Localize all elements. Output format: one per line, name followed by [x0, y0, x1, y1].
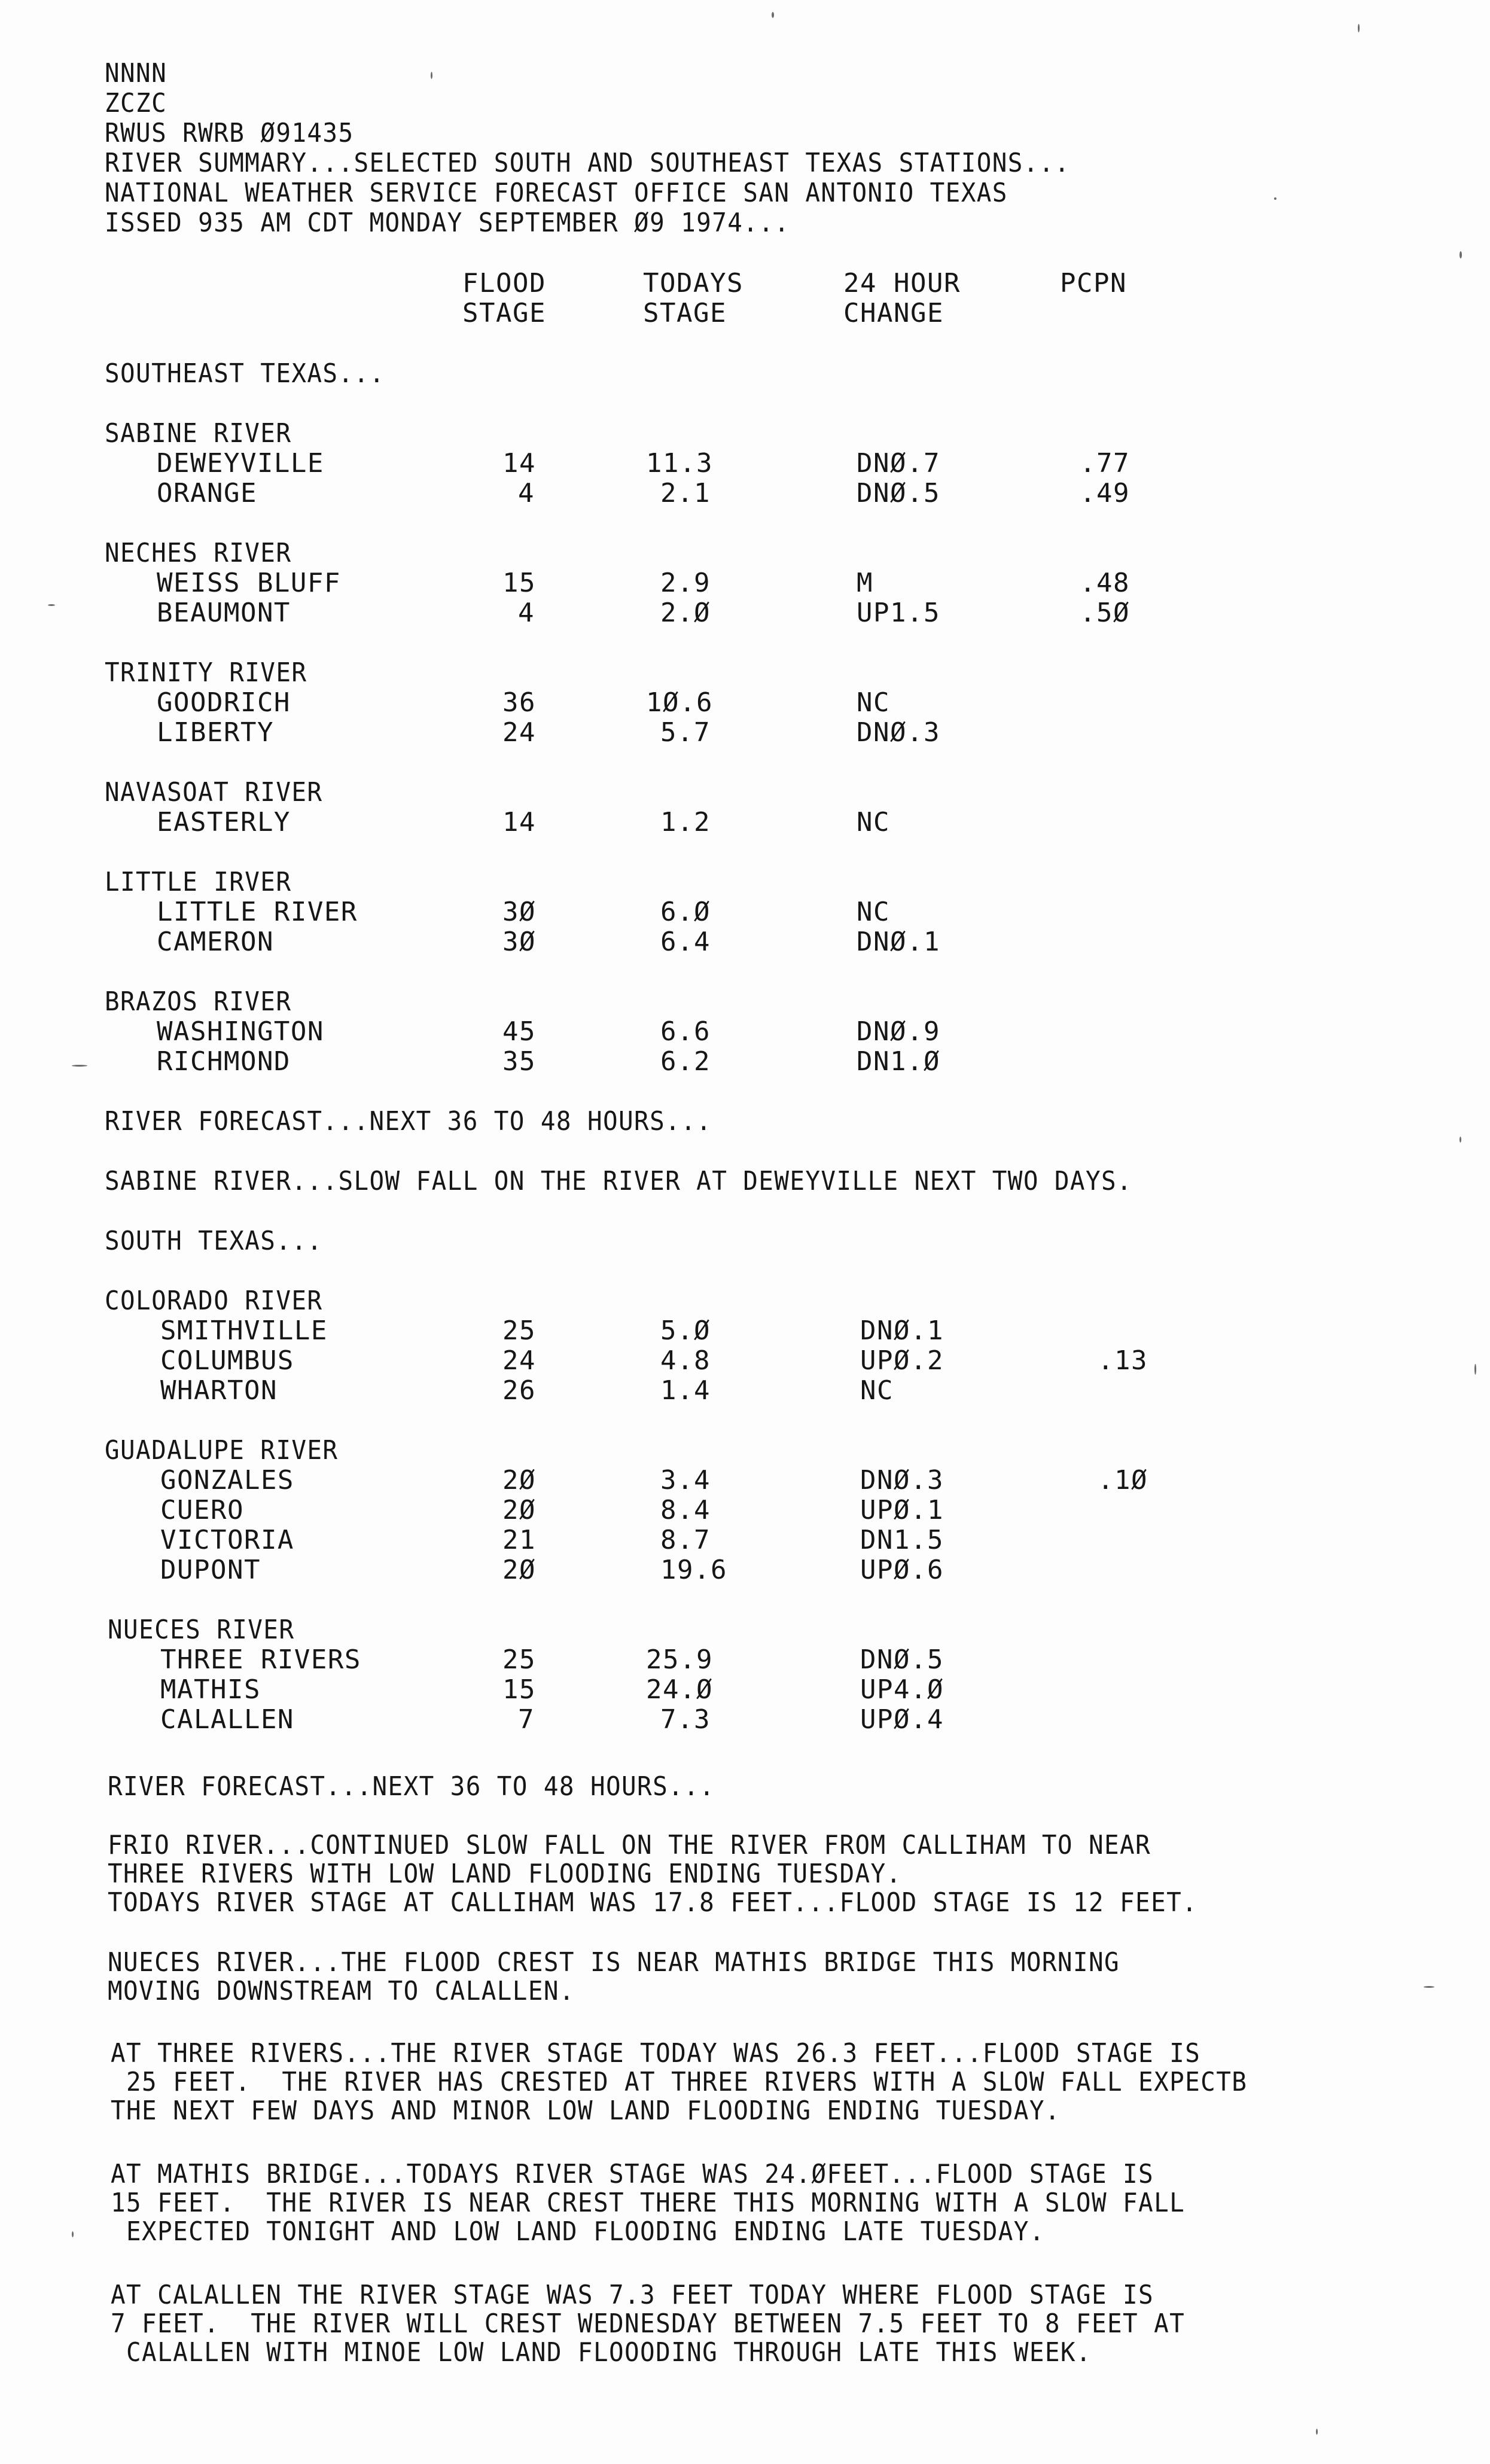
todays-stage-value: 4.8 — [660, 1345, 711, 1376]
flood-stage-value: 26 — [502, 1375, 536, 1406]
todays-stage-value: 2.1 — [660, 478, 711, 508]
pcpn-value: .5Ø — [1080, 598, 1130, 628]
todays-stage-value: 19.6 — [660, 1555, 727, 1585]
todays-stage-value: 8.4 — [660, 1495, 711, 1525]
scan-speck — [1424, 1986, 1434, 1988]
forecast-paragraph-nueces-line: NUECES RIVER...THE FLOOD CREST IS NEAR MATHIS BRIDGE THIS MORNING — [108, 1947, 1120, 1978]
flood-stage-value: 14 — [502, 448, 536, 479]
todays-stage-value: 6.4 — [660, 927, 711, 957]
scan-speck — [1274, 197, 1276, 200]
forecast-paragraph-mathis-line: 15 FEET. THE RIVER IS NEAR CREST THERE THIS MORNING WITH A SLOW FALL — [111, 2188, 1186, 2218]
station-name: COLUMBUS — [160, 1345, 294, 1376]
station-name: DUPONT — [160, 1555, 261, 1585]
change-value: DNØ.1 — [860, 1315, 944, 1346]
region-south: SOUTH TEXAS... — [105, 1226, 323, 1256]
flood-stage-value: 24 — [502, 1345, 536, 1376]
forecast-paragraph-three-rivers-line: AT THREE RIVERS...THE RIVER STAGE TODAY WAS 26.3 FEET...FLOOD STAGE IS — [111, 2038, 1201, 2069]
forecast-text-sabine: SABINE RIVER...SLOW FALL ON THE RIVER AT DEWEYVILLE NEXT TWO DAYS. — [105, 1166, 1133, 1196]
pcpn-value: .1Ø — [1098, 1465, 1148, 1496]
change-value: DNØ.1 — [857, 927, 940, 957]
river-name: TRINITY RIVER — [105, 657, 307, 688]
forecast-title-south: RIVER FORECAST...NEXT 36 TO 48 HOURS... — [108, 1771, 715, 1802]
todays-stage-value: 2.9 — [660, 568, 711, 598]
todays-stage-value: 7.3 — [660, 1704, 711, 1735]
pcpn-value: .77 — [1080, 448, 1130, 479]
change-value: NC — [857, 687, 890, 718]
todays-stage-value: 2.Ø — [660, 598, 711, 628]
todays-stage-value: 5.Ø — [660, 1315, 711, 1346]
flood-stage-value: 15 — [502, 568, 536, 598]
station-name: VICTORIA — [160, 1525, 294, 1555]
change-value: DNØ.9 — [857, 1016, 940, 1047]
scan-speck — [1459, 1137, 1461, 1143]
change-value: UP4.Ø — [860, 1674, 944, 1705]
flood-stage-value: 35 — [502, 1046, 536, 1077]
todays-stage-value: 25.9 — [646, 1644, 713, 1675]
station-name: CAMERON — [157, 927, 274, 957]
forecast-paragraph-frio-line: TODAYS RIVER STAGE AT CALLIHAM WAS 17.8 FEET...FLOOD STAGE IS 12 FEET. — [108, 1887, 1198, 1918]
change-value: DN1.5 — [860, 1525, 944, 1555]
forecast-paragraph-calallen-line: CALALLEN WITH MINOE LOW LAND FLOOODING THROUGH LATE THIS WEEK. — [111, 2337, 1092, 2368]
forecast-paragraph-nueces-line: MOVING DOWNSTREAM TO CALALLEN. — [108, 1976, 575, 2006]
flood-stage-value: 4 — [518, 598, 535, 628]
river-name: NAVASOAT RIVER — [105, 777, 323, 808]
flood-stage-value: 7 — [518, 1704, 535, 1735]
scan-speck — [431, 72, 432, 79]
station-name: WASHINGTON — [157, 1016, 324, 1047]
change-value: DNØ.3 — [857, 717, 940, 748]
pcpn-value: .13 — [1098, 1345, 1148, 1376]
scan-speck — [72, 2231, 74, 2237]
change-value: UPØ.4 — [860, 1704, 944, 1735]
flood-stage-value: 3Ø — [502, 897, 536, 927]
todays-stage-value: 1Ø.6 — [646, 687, 713, 718]
pcpn-value: .49 — [1080, 478, 1130, 508]
station-name: CALALLEN — [160, 1704, 294, 1735]
forecast-paragraph-calallen-line: AT CALALLEN THE RIVER STAGE WAS 7.3 FEET TODAY WHERE FLOOD STAGE IS — [111, 2280, 1154, 2310]
flood-stage-value: 14 — [502, 807, 536, 837]
station-name: RICHMOND — [157, 1046, 291, 1077]
change-value: NC — [857, 807, 890, 837]
col-flood-stage-2: STAGE — [462, 298, 546, 328]
forecast-paragraph-frio-line: THREE RIVERS WITH LOW LAND FLOODING ENDING TUESDAY. — [108, 1859, 902, 1889]
station-name: THREE RIVERS — [160, 1644, 361, 1675]
scan-speck — [72, 1065, 87, 1067]
river-name: NUECES RIVER — [108, 1615, 295, 1645]
header-line-id: RWUS RWRB Ø91435 — [105, 118, 354, 148]
scan-speck — [772, 12, 774, 18]
change-value: DNØ.7 — [857, 448, 940, 479]
station-name: CUERO — [160, 1495, 244, 1525]
col-flood-stage-1: FLOOD — [462, 268, 546, 299]
flood-stage-value: 15 — [502, 1674, 536, 1705]
header-office: NATIONAL WEATHER SERVICE FORECAST OFFICE SAN ANTONIO TEXAS — [105, 178, 1008, 208]
todays-stage-value: 6.Ø — [660, 897, 711, 927]
station-name: SMITHVILLE — [160, 1315, 328, 1346]
flood-stage-value: 2Ø — [502, 1495, 536, 1525]
change-value: DNØ.3 — [860, 1465, 944, 1496]
station-name: LITTLE RIVER — [157, 897, 358, 927]
forecast-title-southeast: RIVER FORECAST...NEXT 36 TO 48 HOURS... — [105, 1106, 712, 1137]
station-name: BEAUMONT — [157, 598, 291, 628]
station-name: LIBERTY — [157, 717, 274, 748]
flood-stage-value: 2Ø — [502, 1465, 536, 1496]
change-value: NC — [857, 897, 890, 927]
river-name: NECHES RIVER — [105, 538, 292, 568]
river-name: BRAZOS RIVER — [105, 986, 292, 1017]
flood-stage-value: 2Ø — [502, 1555, 536, 1585]
flood-stage-value: 3Ø — [502, 927, 536, 957]
station-name: ORANGE — [157, 478, 257, 508]
river-name: GUADALUPE RIVER — [105, 1435, 339, 1466]
change-value: M — [857, 568, 873, 598]
flood-stage-value: 36 — [502, 687, 536, 718]
flood-stage-value: 21 — [502, 1525, 536, 1555]
region-southeast: SOUTHEAST TEXAS... — [105, 358, 385, 389]
scan-speck — [1316, 2429, 1318, 2435]
todays-stage-value: 6.6 — [660, 1016, 711, 1047]
forecast-paragraph-three-rivers-line: 25 FEET. THE RIVER HAS CRESTED AT THREE RIVERS WITH A SLOW FALL EXPECTB — [111, 2067, 1248, 2097]
change-value: UPØ.1 — [860, 1495, 944, 1525]
forecast-paragraph-frio-line: FRIO RIVER...CONTINUED SLOW FALL ON THE RIVER FROM CALLIHAM TO NEAR — [108, 1830, 1151, 1860]
forecast-paragraph-three-rivers-line: THE NEXT FEW DAYS AND MINOR LOW LAND FLOODING ENDING TUESDAY. — [111, 2096, 1061, 2126]
scan-speck — [1358, 24, 1360, 32]
pcpn-value: .48 — [1080, 568, 1130, 598]
flood-stage-value: 45 — [502, 1016, 536, 1047]
river-name: SABINE RIVER — [105, 418, 292, 449]
station-name: GONZALES — [160, 1465, 294, 1496]
station-name: MATHIS — [160, 1674, 261, 1705]
change-value: DNØ.5 — [860, 1644, 944, 1675]
change-value: NC — [860, 1375, 894, 1406]
header-title: RIVER SUMMARY...SELECTED SOUTH AND SOUTHEAST TEXAS STATIONS... — [105, 148, 1070, 178]
scan-speck — [1459, 251, 1462, 258]
col-todays-stage-2: STAGE — [643, 298, 727, 328]
station-name: GOODRICH — [157, 687, 291, 718]
todays-stage-value: 6.2 — [660, 1046, 711, 1077]
change-value: UP1.5 — [857, 598, 940, 628]
flood-stage-value: 24 — [502, 717, 536, 748]
flood-stage-value: 25 — [502, 1315, 536, 1346]
todays-stage-value: 5.7 — [660, 717, 711, 748]
scan-speck — [1474, 1364, 1476, 1375]
change-value: UPØ.6 — [860, 1555, 944, 1585]
station-name: WHARTON — [160, 1375, 278, 1406]
station-name: WEISS BLUFF — [157, 568, 341, 598]
todays-stage-value: 3.4 — [660, 1465, 711, 1496]
col-todays-stage-1: TODAYS — [643, 268, 744, 299]
forecast-paragraph-mathis-line: AT MATHIS BRIDGE...TODAYS RIVER STAGE WAS 24.ØFEET...FLOOD STAGE IS — [111, 2159, 1154, 2189]
river-name: LITTLE IRVER — [105, 867, 292, 897]
todays-stage-value: 8.7 — [660, 1525, 711, 1555]
flood-stage-value: 4 — [518, 478, 535, 508]
station-name: DEWEYVILLE — [157, 448, 324, 479]
todays-stage-value: 1.2 — [660, 807, 711, 837]
station-name: EASTERLY — [157, 807, 291, 837]
col-change-1: 24 HOUR — [843, 268, 961, 299]
header-line-nnnn: NNNN — [105, 58, 167, 89]
change-value: DN1.Ø — [857, 1046, 940, 1077]
header-issued: ISSED 935 AM CDT MONDAY SEPTEMBER Ø9 1974... — [105, 208, 790, 238]
todays-stage-value: 1.4 — [660, 1375, 711, 1406]
scan-speck — [48, 604, 55, 606]
forecast-paragraph-calallen-line: 7 FEET. THE RIVER WILL CREST WEDNESDAY BETWEEN 7.5 FEET TO 8 FEET AT — [111, 2308, 1186, 2339]
todays-stage-value: 11.3 — [646, 448, 713, 479]
river-name: COLORADO RIVER — [105, 1286, 323, 1316]
col-pcpn: PCPN — [1060, 268, 1127, 299]
change-value: DNØ.5 — [857, 478, 940, 508]
flood-stage-value: 25 — [502, 1644, 536, 1675]
forecast-paragraph-mathis-line: EXPECTED TONIGHT AND LOW LAND FLOODING ENDING LATE TUESDAY. — [111, 2216, 1045, 2247]
header-line-zczc: ZCZC — [105, 88, 167, 118]
col-change-2: CHANGE — [843, 298, 944, 328]
todays-stage-value: 24.Ø — [646, 1674, 713, 1705]
change-value: UPØ.2 — [860, 1345, 944, 1376]
